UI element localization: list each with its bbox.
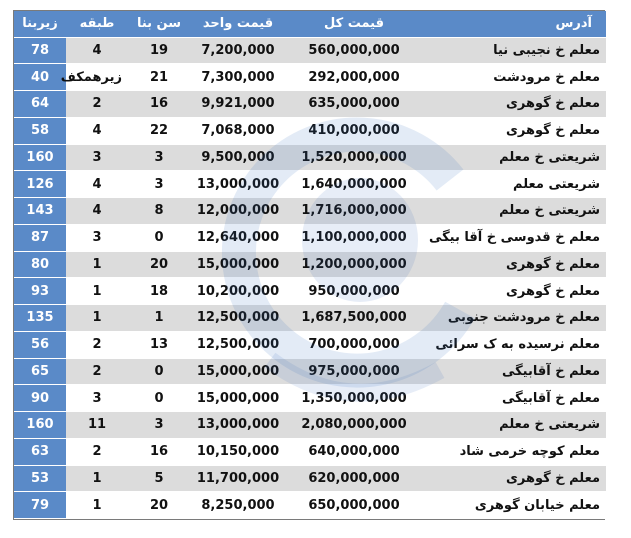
cell-address: شریعتی معلم — [422, 171, 606, 198]
cell-total-price: 1,100,000,000 — [286, 224, 422, 251]
table-row — [14, 224, 606, 251]
table-row — [14, 305, 606, 332]
cell-building-age: 21 — [128, 64, 190, 91]
cell-building-age: 3 — [128, 412, 190, 439]
cell-area: 65 — [14, 358, 66, 385]
cell-unit-price: 10,150,000 — [190, 438, 286, 465]
cell-total-price: 2,080,000,000 — [286, 412, 422, 439]
cell-floor: 2 — [66, 438, 128, 465]
cell-area: 58 — [14, 117, 66, 144]
header-address: آدرس — [422, 11, 606, 37]
header-building-age: سن بنا — [128, 11, 190, 37]
cell-address: معلم خ گوهری — [422, 278, 606, 305]
cell-unit-price: 7,300,000 — [190, 64, 286, 91]
cell-building-age: 20 — [128, 251, 190, 278]
cell-building-age: 16 — [128, 91, 190, 118]
listings-table-container — [13, 10, 605, 520]
cell-total-price: 1,200,000,000 — [286, 251, 422, 278]
cell-total-price: 650,000,000 — [286, 492, 422, 519]
cell-building-age: 0 — [128, 224, 190, 251]
cell-area: 135 — [14, 305, 66, 332]
table-row — [14, 385, 606, 412]
cell-area: 80 — [14, 251, 66, 278]
cell-total-price: 1,687,500,000 — [286, 305, 422, 332]
cell-area: 64 — [14, 91, 66, 118]
cell-total-price: 292,000,000 — [286, 64, 422, 91]
cell-total-price: 560,000,000 — [286, 37, 422, 64]
table-row — [14, 64, 606, 91]
cell-unit-price: 13,000,000 — [190, 412, 286, 439]
table-body — [14, 37, 606, 519]
cell-total-price: 410,000,000 — [286, 117, 422, 144]
cell-area: 87 — [14, 224, 66, 251]
cell-unit-price: 12,500,000 — [190, 331, 286, 358]
cell-building-age: 3 — [128, 171, 190, 198]
cell-unit-price: 7,068,000 — [190, 117, 286, 144]
cell-area: 160 — [14, 412, 66, 439]
cell-floor: 3 — [66, 385, 128, 412]
table-row — [14, 144, 606, 171]
table-row — [14, 278, 606, 305]
table-row — [14, 198, 606, 225]
cell-unit-price: 11,700,000 — [190, 465, 286, 492]
cell-floor: 2 — [66, 358, 128, 385]
cell-building-age: 8 — [128, 198, 190, 225]
cell-area: 79 — [14, 492, 66, 519]
cell-total-price: 635,000,000 — [286, 91, 422, 118]
table-row — [14, 171, 606, 198]
table-row — [14, 492, 606, 519]
cell-area: 90 — [14, 385, 66, 412]
cell-unit-price: 15,000,000 — [190, 385, 286, 412]
cell-unit-price: 8,250,000 — [190, 492, 286, 519]
table-row — [14, 91, 606, 118]
cell-unit-price: 7,200,000 — [190, 37, 286, 64]
cell-unit-price: 10,200,000 — [190, 278, 286, 305]
table-row — [14, 331, 606, 358]
table-row — [14, 37, 606, 64]
cell-floor: 4 — [66, 117, 128, 144]
cell-unit-price: 12,640,000 — [190, 224, 286, 251]
cell-unit-price: 9,921,000 — [190, 91, 286, 118]
cell-floor: 1 — [66, 465, 128, 492]
header-total-price: قیمت کل — [286, 11, 422, 37]
cell-address: معلم نرسیده به ک سرائی — [422, 331, 606, 358]
cell-building-age: 5 — [128, 465, 190, 492]
cell-area: 40 — [14, 64, 66, 91]
cell-total-price: 1,520,000,000 — [286, 144, 422, 171]
cell-floor: 1 — [66, 492, 128, 519]
cell-building-age: 3 — [128, 144, 190, 171]
cell-unit-price: 13,000,000 — [190, 171, 286, 198]
table-row — [14, 358, 606, 385]
header-row — [14, 11, 606, 37]
header-unit-price: قیمت واحد — [190, 11, 286, 37]
cell-address: معلم خ آقابیگی — [422, 385, 606, 412]
cell-floor: زیرهمکف — [66, 64, 128, 91]
cell-total-price: 700,000,000 — [286, 331, 422, 358]
header-floor: طبقه — [66, 11, 128, 37]
cell-address: شریعتی خ معلم — [422, 144, 606, 171]
table-row — [14, 412, 606, 439]
cell-unit-price: 9,500,000 — [190, 144, 286, 171]
cell-area: 143 — [14, 198, 66, 225]
cell-address: معلم خیابان گوهری — [422, 492, 606, 519]
table-row — [14, 465, 606, 492]
cell-address: معلم خ گوهری — [422, 465, 606, 492]
cell-unit-price: 12,000,000 — [190, 198, 286, 225]
cell-unit-price: 12,500,000 — [190, 305, 286, 332]
cell-building-age: 22 — [128, 117, 190, 144]
cell-floor: 4 — [66, 37, 128, 64]
cell-total-price: 975,000,000 — [286, 358, 422, 385]
cell-address: معلم خ گوهری — [422, 117, 606, 144]
cell-area: 160 — [14, 144, 66, 171]
cell-address: شریعتی خ معلم — [422, 198, 606, 225]
cell-building-age: 0 — [128, 385, 190, 412]
cell-address: معلم خ گوهری — [422, 91, 606, 118]
cell-area: 53 — [14, 465, 66, 492]
cell-area: 93 — [14, 278, 66, 305]
cell-address: معلم خ نجیبی نیا — [422, 37, 606, 64]
cell-address: معلم خ مرودشت — [422, 64, 606, 91]
cell-area: 78 — [14, 37, 66, 64]
table-row — [14, 117, 606, 144]
cell-address: معلم خ قدوسی خ آقا بیگی — [422, 224, 606, 251]
cell-floor: 2 — [66, 331, 128, 358]
table-row — [14, 251, 606, 278]
cell-address: معلم خ آقابیگی — [422, 358, 606, 385]
cell-total-price: 950,000,000 — [286, 278, 422, 305]
listings-table — [14, 11, 606, 519]
cell-floor: 4 — [66, 198, 128, 225]
cell-building-age: 0 — [128, 358, 190, 385]
header-area: زیربنا — [14, 11, 66, 37]
cell-total-price: 1,716,000,000 — [286, 198, 422, 225]
cell-floor: 1 — [66, 251, 128, 278]
cell-total-price: 640,000,000 — [286, 438, 422, 465]
table-row — [14, 438, 606, 465]
cell-address: معلم خ مرودشت جنوبی — [422, 305, 606, 332]
cell-unit-price: 15,000,000 — [190, 358, 286, 385]
cell-floor: 3 — [66, 224, 128, 251]
cell-total-price: 620,000,000 — [286, 465, 422, 492]
cell-area: 126 — [14, 171, 66, 198]
cell-total-price: 1,350,000,000 — [286, 385, 422, 412]
cell-building-age: 20 — [128, 492, 190, 519]
cell-floor: 3 — [66, 144, 128, 171]
cell-building-age: 1 — [128, 305, 190, 332]
cell-total-price: 1,640,000,000 — [286, 171, 422, 198]
cell-area: 63 — [14, 438, 66, 465]
cell-address: معلم کوچه خرمی شاد — [422, 438, 606, 465]
cell-floor: 1 — [66, 278, 128, 305]
cell-floor: 11 — [66, 412, 128, 439]
cell-address: شریعتی خ معلم — [422, 412, 606, 439]
cell-building-age: 16 — [128, 438, 190, 465]
cell-building-age: 19 — [128, 37, 190, 64]
cell-building-age: 18 — [128, 278, 190, 305]
cell-floor: 2 — [66, 91, 128, 118]
cell-floor: 1 — [66, 305, 128, 332]
cell-building-age: 13 — [128, 331, 190, 358]
cell-floor: 4 — [66, 171, 128, 198]
cell-unit-price: 15,000,000 — [190, 251, 286, 278]
cell-area: 56 — [14, 331, 66, 358]
cell-address: معلم خ گوهری — [422, 251, 606, 278]
